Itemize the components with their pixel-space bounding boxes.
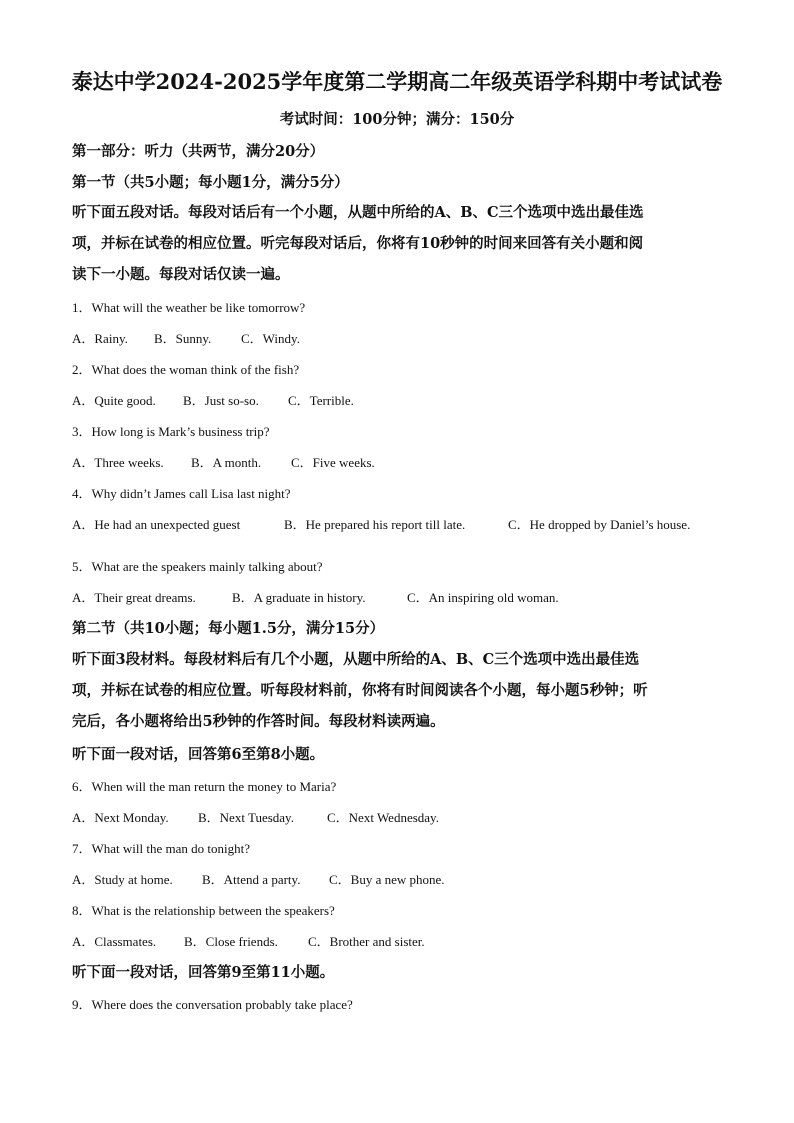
question-stem: 2．What does the woman think of the fish? xyxy=(72,362,300,377)
option-a: A．Study at home. xyxy=(72,872,173,887)
question-options xyxy=(72,931,425,950)
option-b: B．A graduate in history. xyxy=(232,590,366,605)
question-options xyxy=(72,328,300,347)
option-b: B．Just so-so. xyxy=(183,393,259,408)
question-stem: 5．What are the speakers mainly talking about? xyxy=(72,559,323,574)
instruction-line: 项，并标在试卷的相应位置。听完每段对话后，你将有10秒钟的时间来回答有关小题和阅 xyxy=(72,235,644,252)
question-options xyxy=(72,869,445,888)
option-b: B．Close friends. xyxy=(184,934,278,949)
question-stem: 6．When will the man return the money to Maria? xyxy=(72,779,337,794)
instruction-line: 听下面3段材料。每段材料后有几个小题，从题中所给的A、B、C三个选项中选出最佳选 xyxy=(72,651,640,668)
question-stem: 8．What is the relationship between the speakers? xyxy=(72,903,335,918)
group2-heading: 听下面一段对话，回答第9至第11小题。 xyxy=(72,964,335,981)
question-options xyxy=(72,390,354,409)
question-stem: 9．Where does the conversation probably take place? xyxy=(72,997,353,1012)
option-c: C．Five weeks. xyxy=(291,455,375,470)
option-b: B．Attend a party. xyxy=(202,872,301,887)
option-a: A．He had an unexpected guest xyxy=(72,517,241,532)
option-b: B．A month. xyxy=(191,455,262,470)
instruction-line: 完后，各小题将给出5秒钟的作答时间。每段材料读两遍。 xyxy=(72,713,445,730)
instruction-line: 读下一小题。每段对话仅读一遍。 xyxy=(72,266,290,283)
group1-heading: 听下面一段对话，回答第6至第8小题。 xyxy=(72,746,325,763)
option-c: C．An inspiring old woman. xyxy=(407,590,559,605)
question-stem: 3．How long is Mark’s business trip? xyxy=(72,424,270,439)
section1-instructions xyxy=(72,197,722,290)
section2-instructions xyxy=(72,644,722,737)
question-stem: 1．What will the weather be like tomorrow? xyxy=(72,300,306,315)
part1-heading: 第一部分：听力（共两节，满分20分） xyxy=(72,143,325,160)
option-c: C．He dropped by Daniel’s house. xyxy=(508,517,691,532)
option-a: A．Their great dreams. xyxy=(72,590,196,605)
question-options xyxy=(72,807,439,826)
option-a: A．Next Monday. xyxy=(72,810,169,825)
section2-heading: 第二节（共10小题；每小题1.5分，满分15分） xyxy=(72,620,385,637)
section1-heading: 第一节（共5小题；每小题1分，满分5分） xyxy=(72,174,349,191)
option-a: A．Quite good. xyxy=(72,393,156,408)
exam-title: 泰达中学2024-2025学年度第二学期高二年级英语学科期中考试试卷 xyxy=(71,69,723,94)
option-a: A．Three weeks. xyxy=(72,455,164,470)
question-stem: 7．What will the man do tonight? xyxy=(72,841,250,856)
option-c: C．Buy a new phone. xyxy=(329,872,445,887)
instruction-line: 听下面五段对话。每段对话后有一个小题，从题中所给的A、B、C三个选项中选出最佳选 xyxy=(72,204,644,221)
option-a: A．Rainy. xyxy=(72,331,128,346)
question-options xyxy=(72,514,690,533)
instruction-line: 项，并标在试卷的相应位置。听每段材料前，你将有时间阅读各个小题，每小题5秒钟；听 xyxy=(72,682,648,699)
option-c: C．Next Wednesday. xyxy=(327,810,439,825)
question-stem: 4．Why didn’t James call Lisa last night? xyxy=(72,486,291,501)
option-c: C．Windy. xyxy=(241,331,300,346)
option-b: B．He prepared his report till late. xyxy=(284,517,466,532)
question-options xyxy=(72,587,559,606)
option-c: C．Terrible. xyxy=(288,393,354,408)
option-b: B．Sunny. xyxy=(154,331,212,346)
option-a: A．Classmates. xyxy=(72,934,157,949)
exam-time-and-score: 考试时间：100分钟；满分：150分 xyxy=(279,111,515,128)
question-options xyxy=(72,452,375,471)
option-c: C．Brother and sister. xyxy=(308,934,425,949)
option-b: B．Next Tuesday. xyxy=(198,810,294,825)
